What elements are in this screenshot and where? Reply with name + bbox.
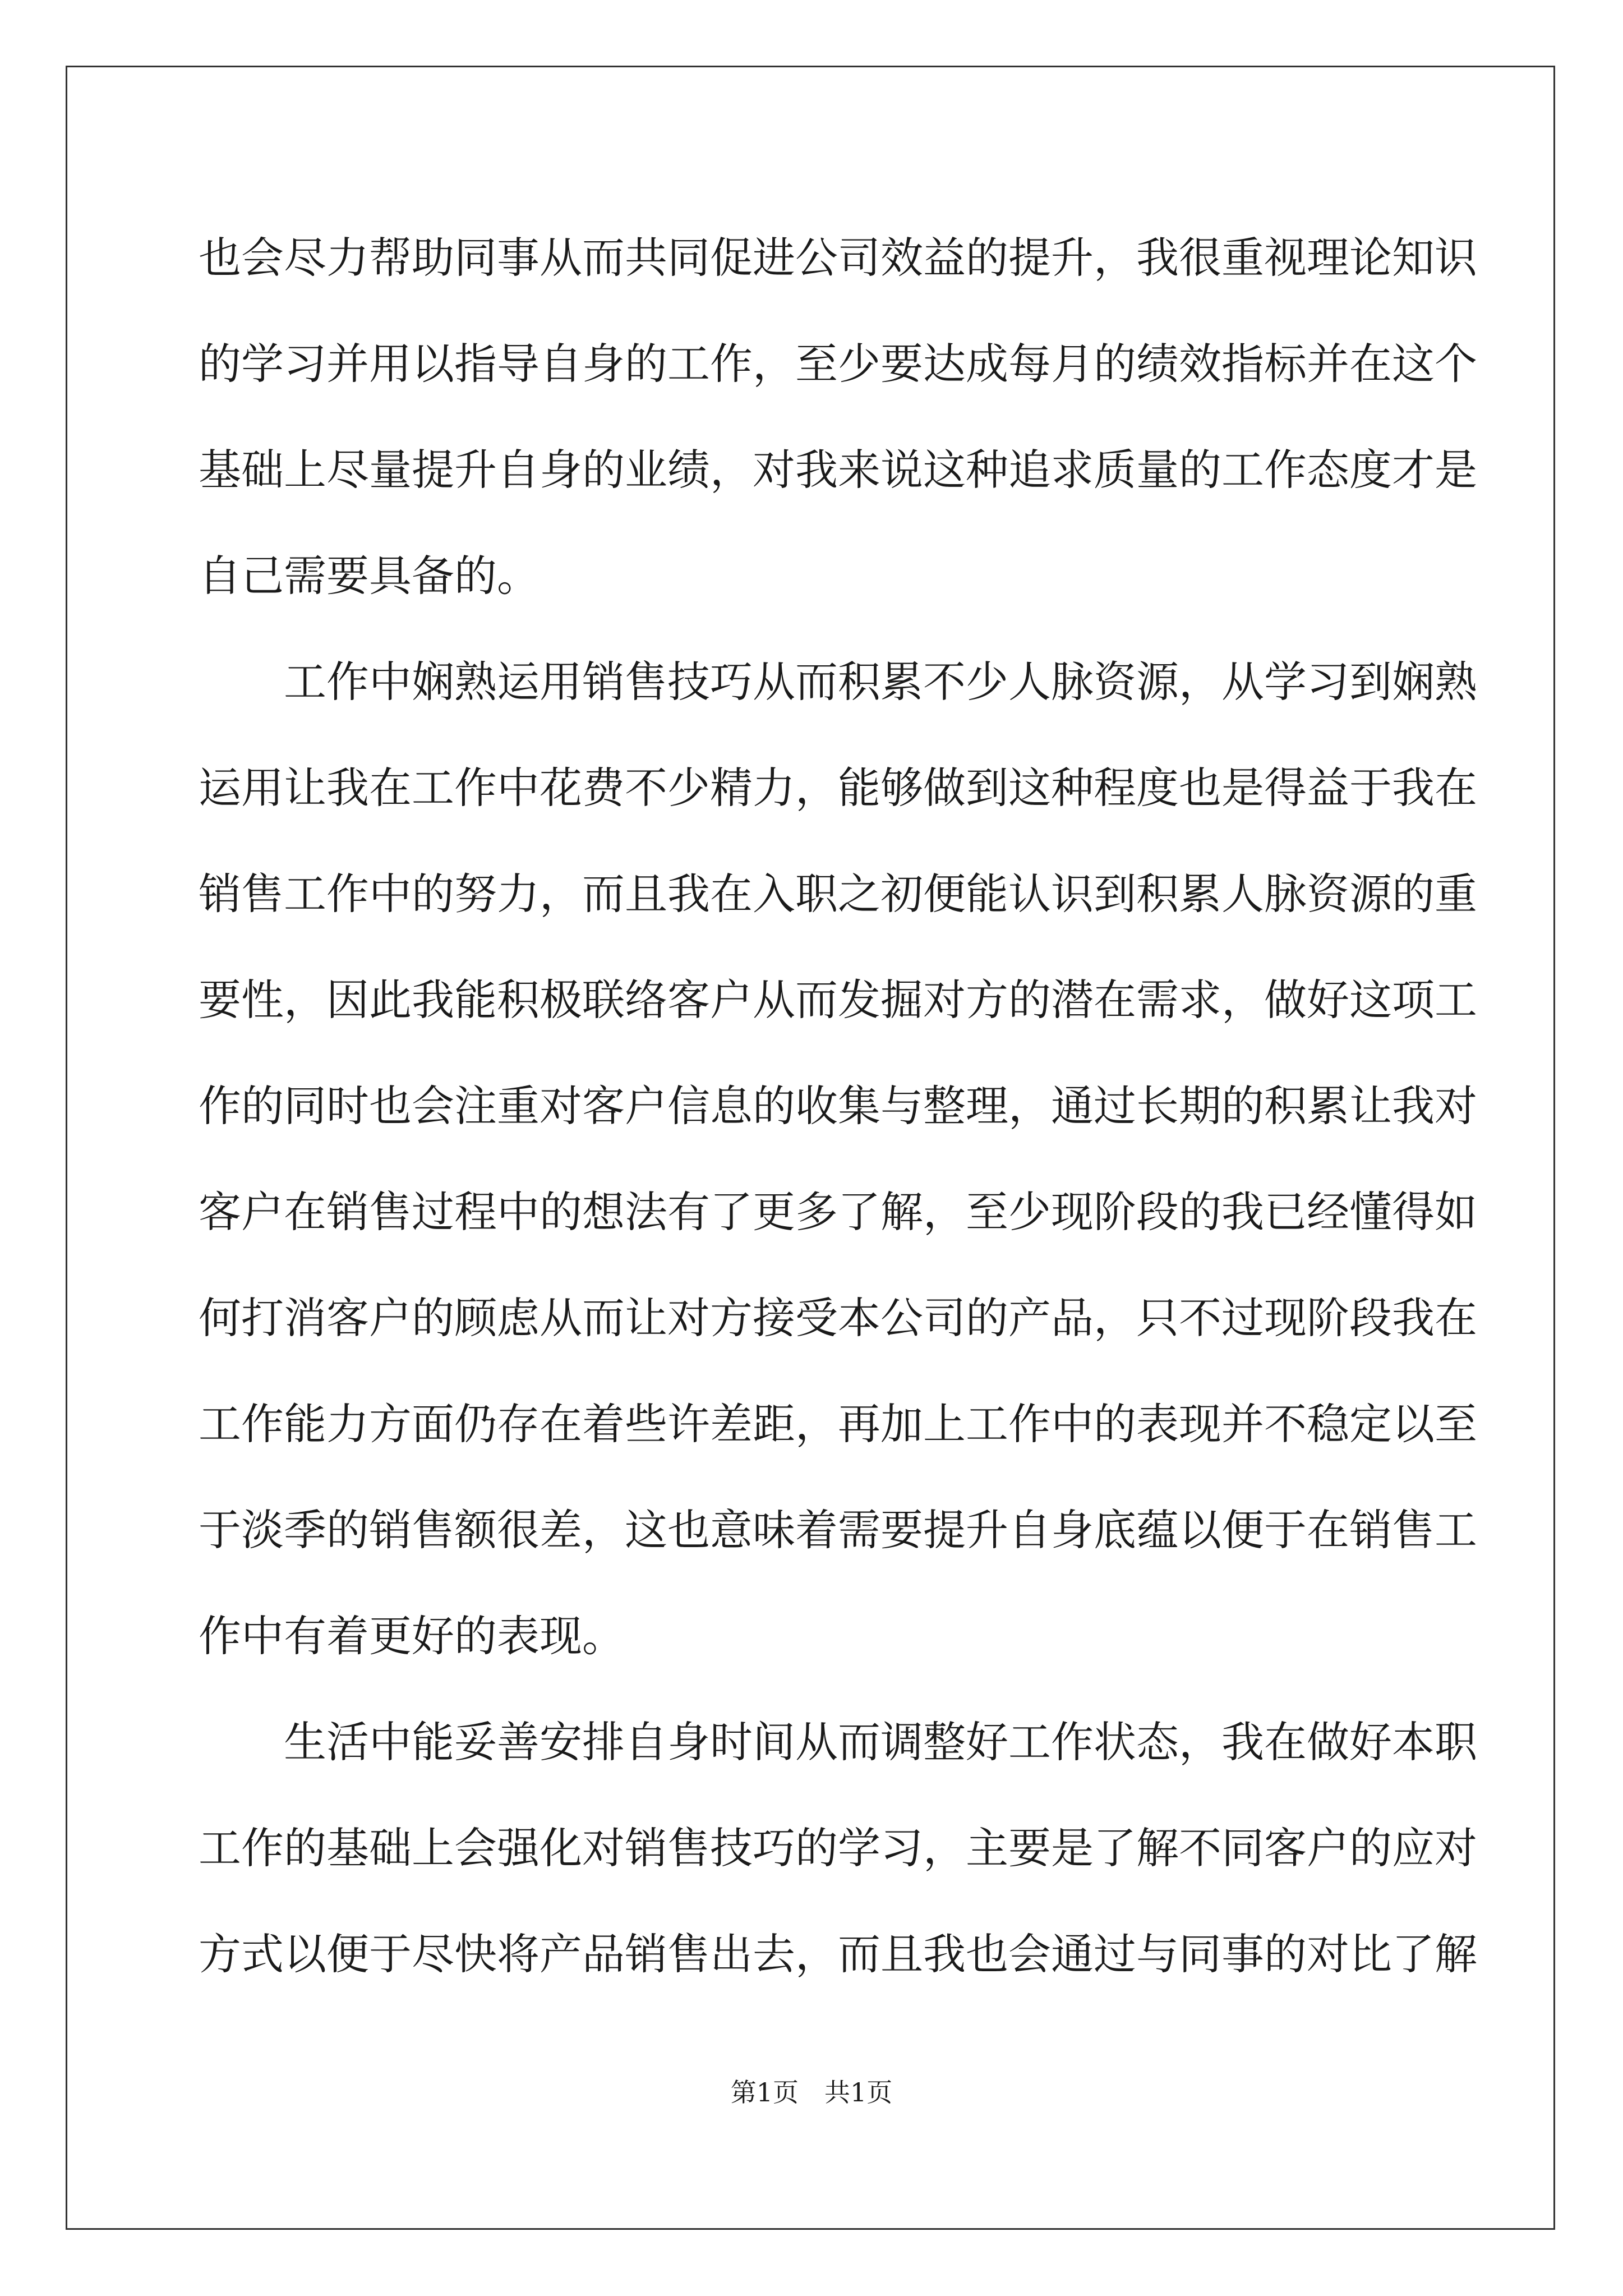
- text-line: 生活中能妥善安排自身时间从而调整好工作状态，我在做好本职: [284, 1717, 1477, 1767]
- text-line: 的学习并用以指导自身的工作，至少要达成每月的绩效指标并在这个: [199, 339, 1477, 389]
- text-line: 作中有着更好的表现。: [199, 1611, 625, 1661]
- document-body: [199, 205, 1477, 2007]
- text-line: 运用让我在工作中花费不少精力，能够做到这种程度也是得益于我在: [199, 763, 1477, 813]
- page-number: 第1页: [730, 2077, 799, 2108]
- text-line: 工作中娴熟运用销售技巧从而积累不少人脉资源，从学习到娴熟: [284, 657, 1477, 707]
- text-line: 客户在销售过程中的想法有了更多了解，至少现阶段的我已经懂得如: [199, 1187, 1477, 1237]
- text-line: 也会尽力帮助同事从而共同促进公司效益的提升，我很重视理论知识: [199, 233, 1477, 283]
- text-line: 何打消客户的顾虑从而让对方接受本公司的产品，只不过现阶段我在: [199, 1293, 1477, 1343]
- text-line: 基础上尽量提升自身的业绩，对我来说这种追求质量的工作态度才是: [199, 445, 1477, 495]
- text-line: 作的同时也会注重对客户信息的收集与整理，通过长期的积累让我对: [199, 1081, 1477, 1131]
- text-line: 工作的基础上会强化对销售技巧的学习，主要是了解不同客户的应对: [199, 1823, 1477, 1873]
- text-line: 方式以便于尽快将产品销售出去，而且我也会通过与同事的对比了解: [199, 1929, 1477, 1979]
- text-line: 工作能力方面仍存在着些许差距，再加上工作中的表现并不稳定以至: [199, 1399, 1477, 1449]
- text-line: 自己需要具备的。: [199, 551, 540, 601]
- page-footer: [0, 2076, 1623, 2109]
- page-total: 共1页: [824, 2077, 893, 2108]
- text-line: 销售工作中的努力，而且我在入职之初便能认识到积累人脉资源的重: [199, 869, 1477, 919]
- text-line: 要性，因此我能积极联络客户从而发掘对方的潜在需求，做好这项工: [199, 975, 1477, 1025]
- text-line: 于淡季的销售额很差，这也意味着需要提升自身底蕴以便于在销售工: [199, 1505, 1477, 1555]
